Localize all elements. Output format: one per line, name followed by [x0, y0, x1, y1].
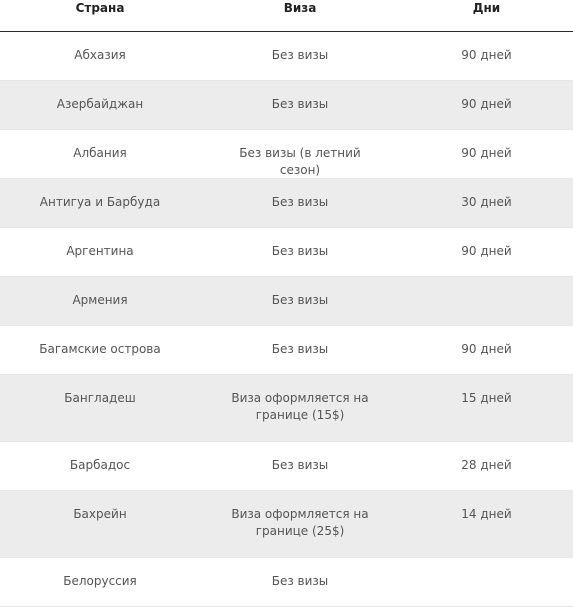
header-days: Дни — [472, 1, 501, 15]
cell-days: 14 дней — [461, 507, 512, 521]
cell-country: Белоруссия — [63, 574, 137, 588]
cell-visa: Виза оформляется на границе (15$) — [231, 391, 369, 422]
cell-days — [400, 277, 573, 325]
cell-country: Азербайджан — [56, 97, 144, 111]
cell-country: Барбадос — [69, 458, 131, 472]
table-row — [0, 32, 573, 81]
cell-visa: Без визы — [271, 458, 329, 472]
cell-visa: Без визы — [271, 244, 329, 258]
table-row — [0, 130, 573, 179]
cell-days: 90 дней — [461, 342, 512, 356]
cell-visa: Без визы — [271, 195, 329, 209]
cell-country: Багамские острова — [39, 342, 161, 356]
cell-visa: Без визы — [271, 48, 329, 62]
table-row — [0, 179, 573, 228]
header-country: Страна — [75, 1, 125, 15]
cell-visa: Без визы — [271, 574, 329, 588]
cell-country: Антигуа и Барбуда — [39, 195, 161, 209]
cell-visa: Без визы (в летний сезон) — [239, 146, 361, 177]
cell-days: 90 дней — [461, 97, 512, 111]
table-row — [0, 442, 573, 491]
cell-days: 15 дней — [461, 391, 512, 405]
cell-days: 30 дней — [461, 195, 512, 209]
cell-country: Абхазия — [74, 48, 126, 62]
cell-country: Бангладеш — [64, 391, 136, 405]
cell-days: 90 дней — [461, 48, 512, 62]
table-row — [0, 326, 573, 375]
cell-visa: Без визы — [271, 342, 329, 356]
table-header — [0, 0, 573, 32]
cell-days — [400, 558, 573, 606]
cell-visa: Без визы — [271, 293, 329, 307]
header-visa: Виза — [283, 1, 317, 15]
cell-country: Аргентина — [66, 244, 134, 258]
cell-country: Армения — [72, 293, 128, 307]
cell-visa: Без визы — [271, 97, 329, 111]
table-row — [0, 491, 573, 558]
table-row — [0, 277, 573, 326]
table-row — [0, 81, 573, 130]
table-row — [0, 228, 573, 277]
cell-visa: Виза оформляется на границе (25$) — [231, 507, 369, 538]
cell-days: 90 дней — [461, 244, 512, 258]
cell-country: Бахрейн — [73, 507, 127, 521]
cell-days: 90 дней — [461, 146, 512, 160]
table-row — [0, 558, 573, 607]
table-row — [0, 375, 573, 442]
cell-country: Албания — [73, 146, 127, 160]
cell-days: 28 дней — [461, 458, 512, 472]
